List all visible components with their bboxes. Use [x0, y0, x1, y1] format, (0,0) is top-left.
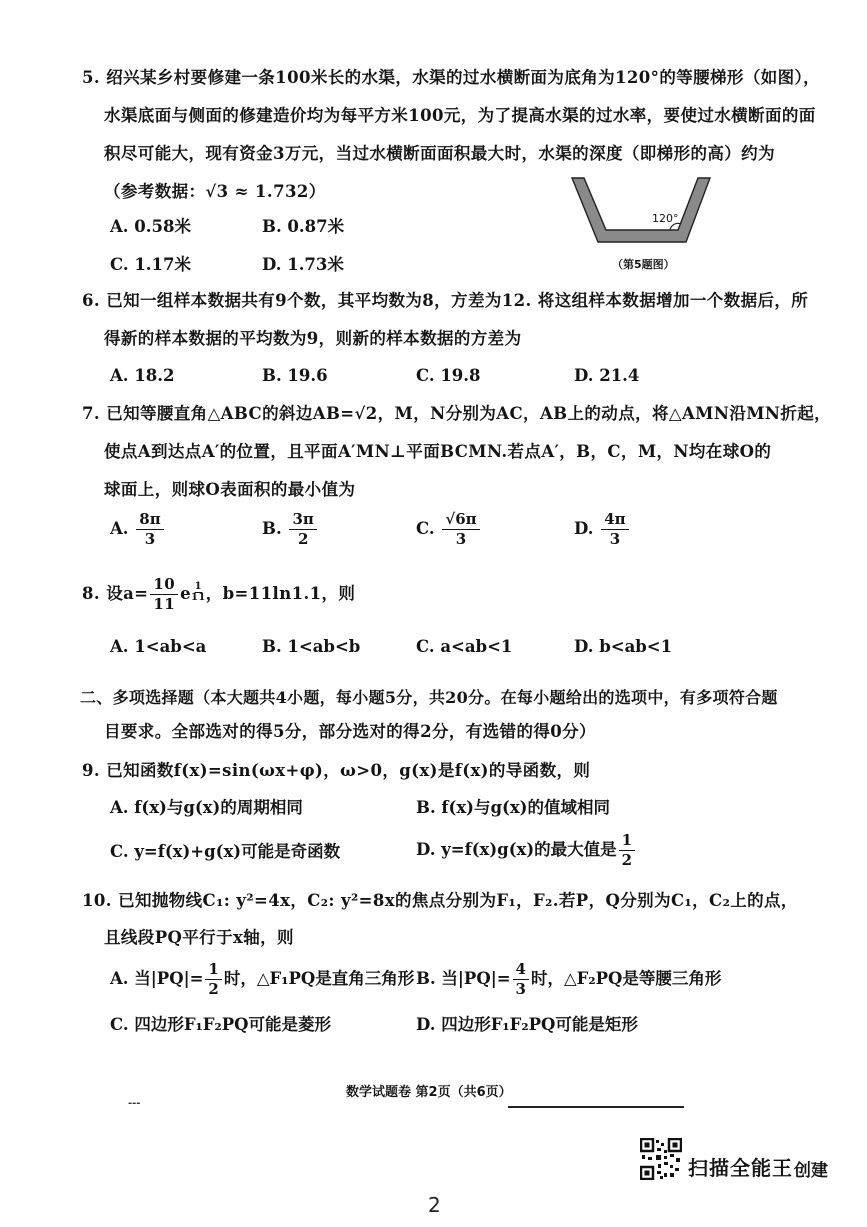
watermark-app-name: 扫描全能王 — [688, 1156, 793, 1180]
q7-option-d-num: 4π — [601, 512, 628, 530]
page-footer: 数学试题卷 第2页（共6页） — [346, 1085, 512, 1100]
q10-option-a-tail: 时，△F₁PQ是直角三角形 — [223, 969, 415, 988]
q10-option-b-num: 4 — [513, 962, 529, 980]
q7-option-a — [110, 512, 166, 547]
q8-option-a: A. 1<ab<a — [110, 637, 207, 656]
watermark-created: 创建 — [794, 1161, 828, 1181]
q7-option-c-den: 3 — [455, 530, 467, 548]
q8-line1 — [82, 576, 355, 612]
q9-option-d-den: 2 — [621, 851, 633, 869]
q6-line2: 得新的样本数据的平均数为9，则新的样本数据的方差为 — [104, 329, 522, 348]
q10-option-a — [110, 962, 414, 997]
q8-exp-num: 1 — [194, 581, 203, 592]
q5-option-c: C. 1.17米 — [110, 255, 192, 274]
q5-line2: 水渠底面与侧面的修建造价均为每平方米100元，为了提高水渠的过水率，要使过水横断面的面 — [104, 106, 816, 125]
q10-option-b — [416, 962, 721, 997]
q8-option-b: B. 1<ab<b — [262, 637, 361, 656]
footer-dash: --- — [128, 1098, 141, 1109]
page-number: 2 — [428, 1193, 441, 1217]
q10-text-1: 已知抛物线C₁: y²=4x，C₂: y²=8x的焦点分别为F₁，F₂.若P，Q分别为C₁，C₂上的点， — [118, 891, 798, 910]
q5-option-d: D. 1.73米 — [262, 255, 344, 274]
q10-number: 10. — [82, 891, 112, 910]
q7-option-d-label: D. — [574, 519, 594, 538]
angle-label: 120° — [652, 212, 679, 225]
q10-option-b-tail: 时，△F₂PQ是等腰三角形 — [530, 969, 722, 988]
q7-option-c — [416, 512, 482, 547]
section2-heading-line2: 目要求。全部选对的得5分，部分选对的得2分，有选错的得0分） — [104, 722, 596, 741]
q7-option-b-num: 3π — [289, 512, 316, 530]
q6-option-c: C. 19.8 — [416, 366, 481, 385]
q10-option-a-fraction — [205, 962, 221, 997]
q7-option-d-fraction — [601, 512, 628, 547]
q8-number: 8. — [82, 584, 101, 603]
footer-rule — [508, 1106, 684, 1108]
q9-option-c: C. y=f(x)+g(x)可能是奇函数 — [110, 842, 341, 861]
q6-option-d: D. 21.4 — [574, 366, 640, 385]
q7-option-c-num: √6π — [442, 512, 479, 530]
q5-text-1: 绍兴某乡村要修建一条100米长的水渠，水渠的过水横断面为底角为120°的等腰梯形（如图）， — [106, 68, 821, 87]
q5-reference: （参考数据：√3 ≈ 1.732） — [104, 182, 326, 201]
q9-line1 — [82, 761, 590, 781]
q10-option-c: C. 四边形F₁F₂PQ可能是菱形 — [110, 1015, 331, 1034]
q5-option-a: A. 0.58米 — [110, 217, 191, 236]
q6-option-b: B. 19.6 — [262, 366, 328, 385]
q8-lead: 设a= — [106, 584, 149, 603]
q7-line1 — [82, 404, 831, 424]
section2-heading-line1: 二、多项选择题（本大题共4小题，每小题5分，共20分。在每小题给出的选项中，有多项符合题 — [80, 688, 778, 707]
q5-figure-caption: （第5题图） — [612, 258, 675, 271]
q6-option-a: A. 18.2 — [110, 366, 175, 385]
q10-option-a-lead: A. 当|PQ|= — [110, 969, 204, 988]
q7-option-b-fraction — [289, 512, 316, 547]
q7-option-b — [262, 512, 319, 547]
q7-line3: 球面上，则球O表面积的最小值为 — [104, 480, 356, 499]
q9-number: 9. — [82, 761, 101, 780]
q8-exponent — [191, 582, 206, 603]
q7-line2: 使点A到达点A′的位置，且平面A′MN⊥平面BCMN.若点A′，B，C，M，N均在球O的 — [104, 442, 772, 461]
q5-number: 5. — [82, 68, 101, 87]
q9-text-1: 已知函数f(x)=sin(ωx+φ)，ω>0，g(x)是f(x)的导函数，则 — [106, 761, 591, 780]
q9-option-a: A. f(x)与g(x)的周期相同 — [110, 798, 303, 817]
q7-option-a-den: 3 — [144, 530, 156, 548]
q10-option-b-den: 3 — [515, 980, 526, 998]
q5-option-b: B. 0.87米 — [262, 217, 345, 236]
q8-fraction — [150, 577, 178, 612]
q7-option-c-fraction — [442, 512, 479, 547]
q8-frac-num: 10 — [150, 577, 178, 595]
q7-option-b-den: 2 — [297, 530, 309, 548]
channel-trapezoid — [572, 178, 710, 242]
q10-option-a-num: 1 — [205, 962, 221, 980]
q8-tail: ，b=11ln1.1，则 — [205, 584, 356, 603]
q8-exp-den: 11 — [191, 592, 206, 603]
q10-line2: 且线段PQ平行于x轴，则 — [104, 928, 294, 947]
q5-line3: 积尽可能大，现有资金3万元，当过水横断面面积最大时，水渠的深度（即梯形的高）约为 — [104, 144, 775, 163]
q10-option-d: D. 四边形F₁F₂PQ可能是矩形 — [416, 1015, 638, 1034]
q9-option-d — [416, 833, 637, 868]
q8-exp-base: e — [180, 584, 191, 603]
q7-option-b-label: B. — [262, 519, 282, 538]
q10-line1 — [82, 891, 798, 911]
q7-option-a-fraction — [136, 512, 163, 547]
q7-option-a-label: A. — [110, 519, 129, 538]
q10-option-a-den: 2 — [208, 980, 219, 998]
q5-line1 — [82, 68, 820, 88]
q8-option-c: C. a<ab<1 — [416, 637, 513, 656]
q6-line1 — [82, 291, 808, 311]
q9-option-d-lead: D. y=f(x)g(x)的最大值是 — [416, 840, 617, 859]
q9-option-b: B. f(x)与g(x)的值域相同 — [416, 798, 610, 817]
q8-option-d: D. b<ab<1 — [574, 637, 673, 656]
q6-text-1: 已知一组样本数据共有9个数，其平均数为8，方差为12. 将这组样本数据增加一个数据后，所 — [106, 291, 809, 310]
q9-option-d-num: 1 — [619, 833, 635, 851]
qr-code-icon — [640, 1138, 682, 1180]
q10-option-b-lead: B. 当|PQ|= — [416, 969, 511, 988]
q7-option-d-den: 3 — [609, 530, 621, 548]
q9-option-d-fraction — [619, 833, 635, 868]
q8-frac-den: 11 — [153, 595, 176, 613]
q7-option-c-label: C. — [416, 519, 435, 538]
q10-option-b-fraction — [513, 962, 529, 997]
q7-option-a-num: 8π — [136, 512, 163, 530]
q6-number: 6. — [82, 291, 101, 310]
q7-text-1: 已知等腰直角△ABC的斜边AB=√2，M，N分别为AC，AB上的动点，将△AMN沿MN折起， — [106, 404, 832, 423]
q7-option-d — [574, 512, 631, 547]
q7-number: 7. — [82, 404, 101, 423]
